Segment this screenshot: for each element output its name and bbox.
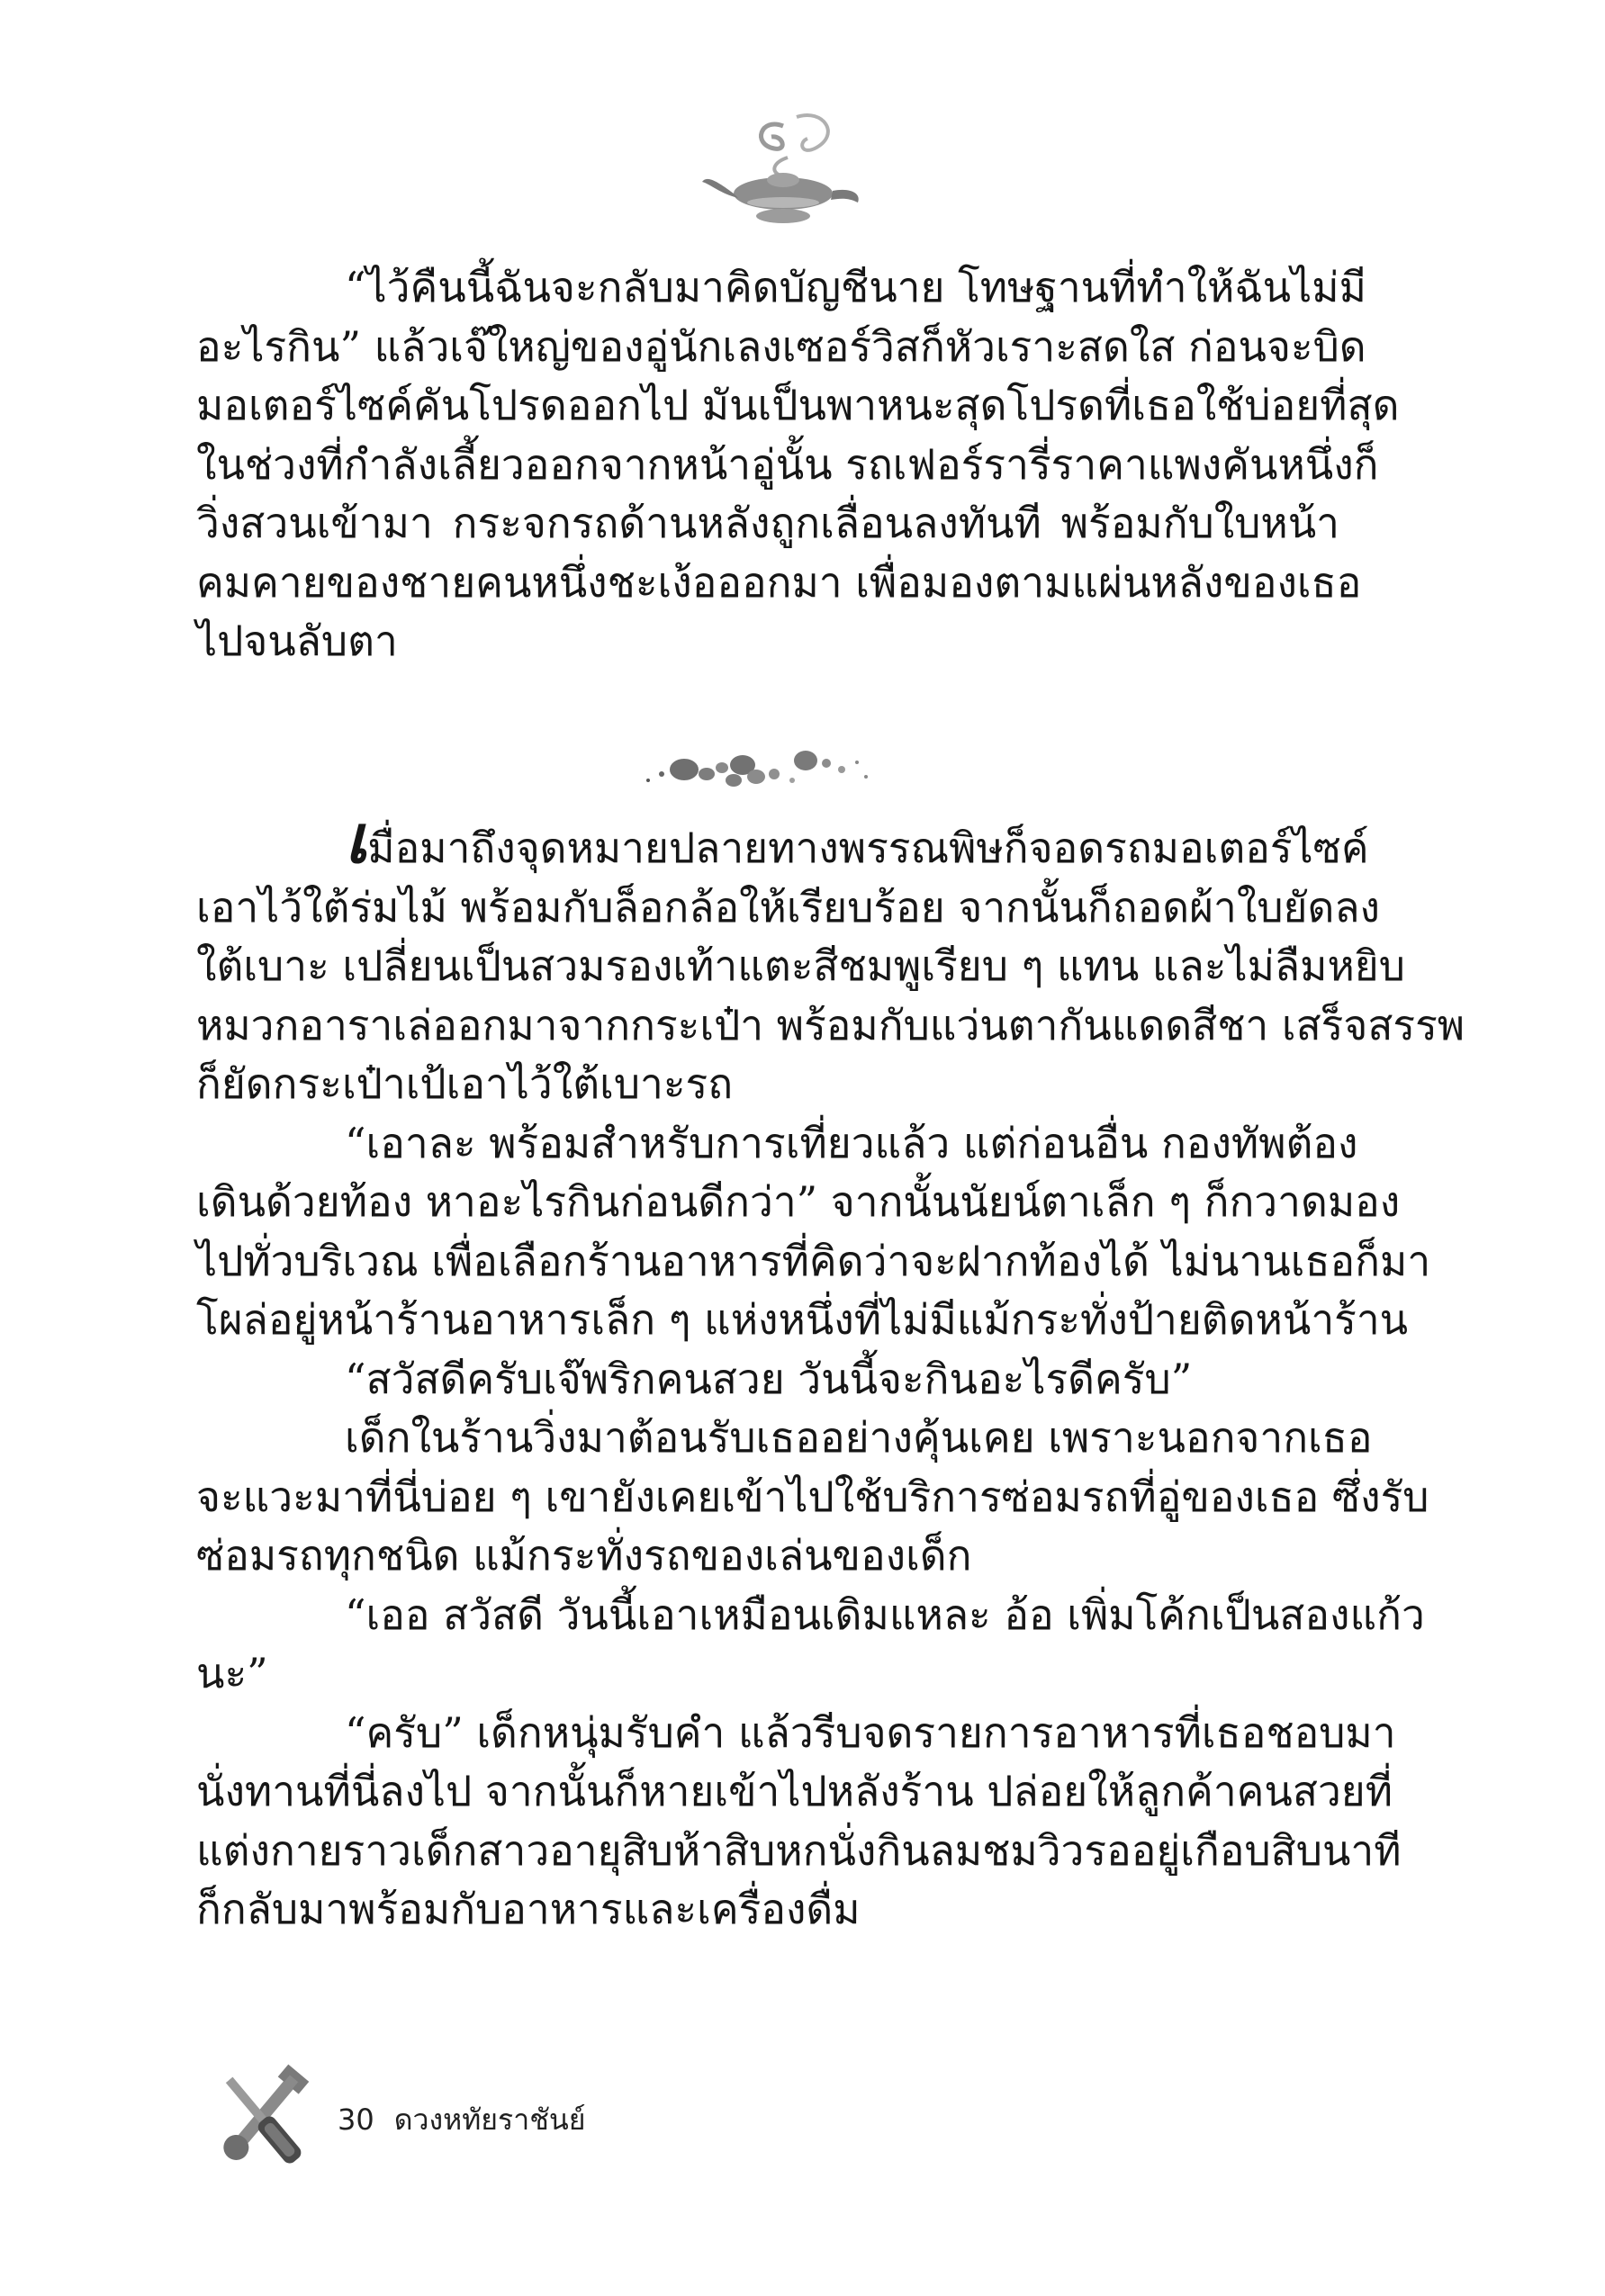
page-number: 30 [338,2102,374,2137]
text-line: นะ” [196,1649,268,1697]
text-line: ไปจนลับตา [196,617,398,665]
text-line [196,801,1369,878]
ink-splatter-divider [621,734,891,806]
text-line: ก็กลับมาพร้อมกับอาหารและเครื่องดื่ม [196,1885,861,1933]
text-line: “สวัสดีครับเจ๊พริกคนสวย วันนี้จะกินอะไรดีครับ” [345,1354,1193,1403]
text-line: คมคายของชายคนหนึ่งชะเง้อออกมา เพื่อมองตามแผ่นหลังของเธอ [196,557,1362,607]
text-line: ซ่อมรถทุกชนิด แม้กระทั่งรถของเล่นของเด็ก [196,1531,972,1580]
text-line: “ไว้คืนนี้ฉันจะกลับมาคิดบัญชีนาย โทษฐานที่ทำให้ฉันไม่มี [345,263,1366,311]
text-line: “เอาละ พร้อมสำหรับการเที่ยวแล้ว แต่ก่อนอื่น กองทัพต้อง [345,1118,1358,1167]
text-block-before-break [196,258,1400,671]
genie-lamp-icon [698,108,869,239]
paragraph-6 [196,1586,1425,1704]
paragraph-2 [196,801,1465,1114]
text-line: เด็กในร้านวิ่งมาต้อนรับเธออย่างคุ้นเคย เพราะนอกจากเธอ [345,1413,1373,1462]
text-line: “ครับ” เด็กหนุ่มรับคำ แล้วรีบจดรายการอาหารที่เธอชอบมา [345,1707,1396,1757]
text-line: “เออ สวัสดี วันนี้เอาเหมือนเดิมแหละ อ้อ เพิ่มโค้กเป็นสองแก้ว [345,1589,1425,1639]
drop-cap: เ [345,801,368,878]
text-line: โผล่อยู่หน้าร้านอาหารเล็ก ๆ แห่งหนึ่งที่ไม่มีแม้กระทั่งป้ายติดหน้าร้าน [196,1295,1409,1344]
paragraph-1 [196,258,1400,671]
text-block-after-break [196,801,1465,1940]
paragraph-5 [196,1409,1429,1586]
text-line: นั่งทานที่นี่ลงไป จากนั้นก็หายเข้าไปหลังร้าน ปล่อยให้ลูกค้าคนสวยที่ [196,1767,1393,1815]
text-line: แต่งกายราวเด็กสาวอายุสิบห้าสิบหกนั่งกินลมชมวิวรออยู่เกือบสิบนาที [196,1825,1402,1875]
text-line: จะแวะมาที่นี่บ่อย ๆ เขายังเคยเข้าไปใช้บริการซ่อมรถที่อู่ของเธอ ซึ่งรับ [196,1472,1429,1521]
text-line-rest: มื่อมาถึงจุดหมายปลายทางพรรณพิษก็จอดรถมอเตอร์ไซค์ [367,824,1369,872]
text-line: อะไรกิน” แล้วเจ๊ใหญ่ของอู่นักเลงเซอร์วิสก็หัวเราะสดใส ก่อนจะบิด [196,321,1366,371]
text-line: เอาไว้ใต้ร่มไม้ พร้อมกับล็อกล้อให้เรียบร้อย จากนั้นก็ถอดผ้าใบยัดลง [196,882,1381,932]
running-title: ดวงหทัยราชันย์ [393,2102,586,2137]
text-line: หมวกอาราเล่ออกมาจากกระเป๋า พร้อมกับแว่นตากันแดดสีชา เสร็จสรรพ [196,1000,1465,1049]
wrench-screwdriver-icon [194,2059,329,2176]
paragraph-7 [196,1704,1402,1940]
text-line: ไปทั่วบริเวณ เพื่อเลือกร้านอาหารที่คิดว่าจะฝากท้องได้ ไม่นานเธอก็มา [196,1236,1431,1285]
text-line: ในช่วงที่กำลังเลี้ยวออกจากหน้าอู่นั้น รถเฟอร์รารี่ราคาแพงคันหนึ่งก็ [196,439,1379,489]
text-line: มอเตอร์ไซค์คันโปรดออกไป มันเป็นพาหนะสุดโปรดที่เธอใช้บ่อยที่สุด [196,381,1400,429]
text-line: วิ่งสวนเข้ามา กระจกรถด้านหลังถูกเลื่อนลงทันที พร้อมกับใบหน้า [196,499,1339,547]
page-footer [194,2059,734,2176]
text-line: เดินด้วยท้อง หาอะไรกินก่อนดีกว่า” จากนั้นนัยน์ตาเล็ก ๆ ก็กวาดมอง [196,1177,1401,1226]
text-line: ใต้เบาะ เปลี่ยนเป็นสวมรองเท้าแตะสีชมพูเรียบ ๆ แทน และไม่ลืมหยิบ [196,941,1405,990]
text-line: ก็ยัดกระเป๋าเป้เอาไว้ใต้เบาะรถ [196,1059,734,1108]
paragraph-4 [196,1350,1339,1409]
footer-text [338,2097,586,2143]
paragraph-3 [196,1114,1431,1350]
